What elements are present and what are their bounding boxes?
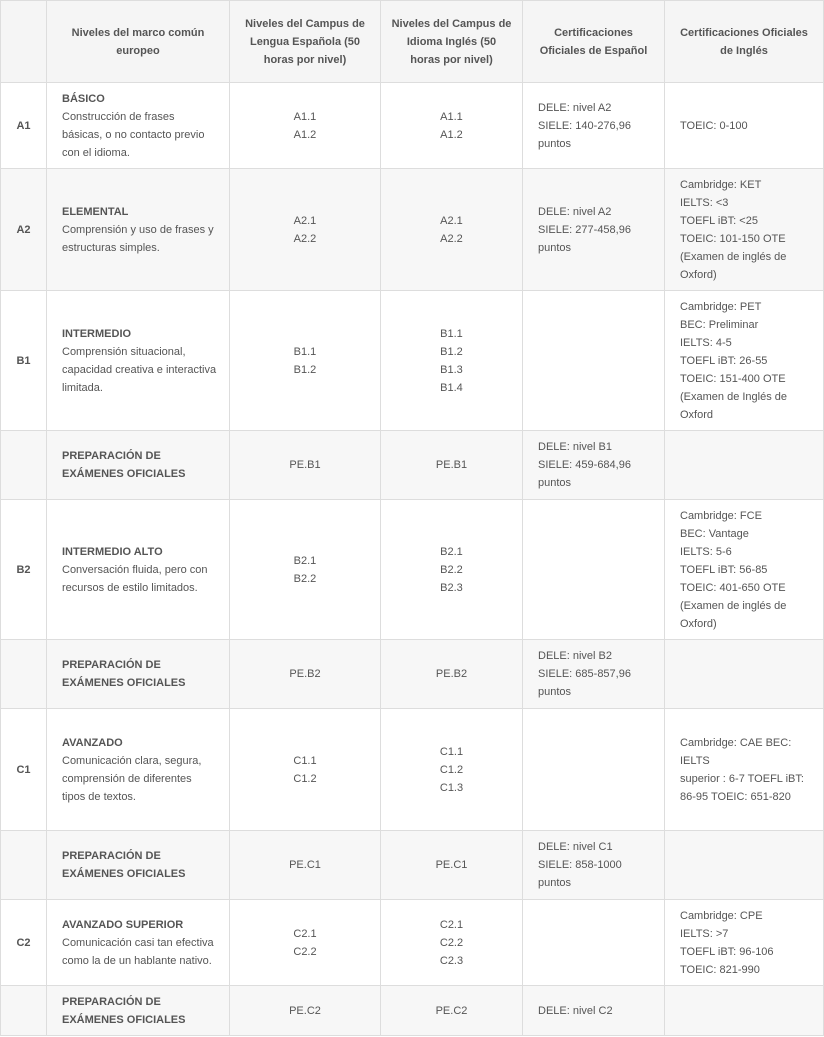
cell-line: B1.1 bbox=[293, 345, 317, 358]
level-description bbox=[47, 900, 230, 986]
header-marco-comun: Niveles del marco común europeo bbox=[47, 1, 230, 83]
cert-ingles bbox=[665, 986, 824, 1036]
cell-line: TOEIC: 821-990 bbox=[680, 963, 760, 976]
level-title: PREPARACIÓN DE EXÁMENES OFICIALES bbox=[62, 995, 186, 1026]
level-code bbox=[1, 431, 47, 500]
level-code bbox=[1, 986, 47, 1036]
cert-ingles bbox=[665, 831, 824, 900]
level-description bbox=[47, 986, 230, 1036]
cell-line: PE.C2 bbox=[435, 1004, 468, 1017]
cert-espanol bbox=[523, 83, 665, 169]
cell-line: TOEFL iBT: 26-55 bbox=[680, 354, 768, 367]
cell-line: PE.C1 bbox=[289, 859, 321, 871]
cell-line: SIELE: 459-684,96 puntos bbox=[538, 459, 631, 489]
cell-line: Cambridge: CAE BEC: IELTS bbox=[680, 736, 792, 767]
cell-line: PE.C1 bbox=[435, 859, 468, 871]
cell-line: DELE: nivel C2 bbox=[538, 1004, 613, 1017]
cell-line: SIELE: 140-276,96 puntos bbox=[538, 119, 631, 150]
cell-line: PE.B1 bbox=[289, 459, 321, 471]
campus-ingles-levels bbox=[381, 83, 523, 169]
level-title: ELEMENTAL bbox=[62, 205, 129, 218]
cell-line: BEC: Vantage bbox=[680, 527, 749, 540]
table-row bbox=[1, 169, 824, 291]
header-row bbox=[1, 1, 824, 83]
level-description bbox=[47, 291, 230, 431]
header-cert-espanol: Certificaciones Oficiales de Español bbox=[523, 1, 665, 83]
level-title: AVANZADO SUPERIOR bbox=[62, 918, 184, 931]
cell-line: C2.2 bbox=[293, 945, 317, 958]
level-title: INTERMEDIO bbox=[62, 327, 132, 340]
cell-line: B1.3 bbox=[440, 363, 463, 376]
cell-line: TOEFL iBT: 96-106 bbox=[680, 945, 774, 958]
cell-line: DELE: nivel B2 bbox=[538, 650, 612, 662]
campus-espanol-levels bbox=[230, 640, 381, 709]
campus-ingles-levels bbox=[381, 831, 523, 900]
campus-ingles-levels bbox=[381, 291, 523, 431]
cert-ingles bbox=[665, 169, 824, 291]
campus-espanol-levels bbox=[230, 500, 381, 640]
cell-line: B2.1 bbox=[293, 554, 317, 567]
campus-espanol-levels bbox=[230, 291, 381, 431]
level-code bbox=[1, 831, 47, 900]
level-title: PREPARACIÓN DE EXÁMENES OFICIALES bbox=[62, 850, 186, 880]
level-title: BÁSICO bbox=[62, 92, 105, 105]
table-row bbox=[1, 500, 824, 640]
cell-line: Cambridge: CPE bbox=[680, 909, 763, 922]
cert-espanol bbox=[523, 500, 665, 640]
table-row bbox=[1, 431, 824, 500]
cell-line: TOEFL iBT: 56-85 bbox=[680, 563, 768, 576]
cell-line: A2.1 bbox=[293, 214, 317, 227]
cell-line: C2.2 bbox=[439, 936, 464, 949]
campus-espanol-levels bbox=[230, 169, 381, 291]
cell-line: B2.1 bbox=[440, 545, 463, 558]
cell-line: PE.B2 bbox=[435, 668, 468, 680]
cell-line: B2.2 bbox=[440, 563, 463, 576]
cell-line: Cambridge: KET bbox=[680, 178, 762, 191]
cert-ingles bbox=[665, 640, 824, 709]
level-code: A1 bbox=[1, 83, 47, 169]
cell-line: C1.3 bbox=[439, 781, 464, 794]
cell-line: PE.B1 bbox=[435, 459, 468, 471]
cert-ingles bbox=[665, 431, 824, 500]
campus-espanol-levels bbox=[230, 431, 381, 500]
cell-line: B1.2 bbox=[440, 345, 463, 358]
cell-line: A1.2 bbox=[440, 128, 463, 141]
table-row bbox=[1, 709, 824, 831]
table-row bbox=[1, 986, 824, 1036]
cell-line: B1.1 bbox=[440, 327, 463, 340]
level-code: A2 bbox=[1, 169, 47, 291]
cell-line: PE.C2 bbox=[289, 1004, 321, 1017]
cell-line: IELTS: <3 bbox=[680, 196, 729, 209]
level-description bbox=[47, 500, 230, 640]
cell-line: IELTS: >7 bbox=[680, 927, 729, 940]
level-text: Comprensión y uso de frases y estructuras simples. bbox=[62, 223, 214, 254]
cell-line: Cambridge: FCE bbox=[680, 509, 762, 522]
cert-ingles bbox=[665, 900, 824, 986]
cell-line: C1.2 bbox=[293, 772, 317, 785]
campus-ingles-levels bbox=[381, 900, 523, 986]
level-code: B1 bbox=[1, 291, 47, 431]
cell-line: B1.2 bbox=[293, 363, 317, 376]
cell-line: DELE: nivel A2 bbox=[538, 205, 612, 218]
table-row bbox=[1, 83, 824, 169]
cell-line: A2.2 bbox=[293, 232, 317, 245]
level-code: C2 bbox=[1, 900, 47, 986]
level-description bbox=[47, 640, 230, 709]
header-level bbox=[1, 1, 47, 83]
cell-line: C1.1 bbox=[293, 754, 317, 767]
cell-line: IELTS: 4-5 bbox=[680, 336, 732, 349]
cell-line: C1.2 bbox=[439, 763, 464, 776]
level-title: AVANZADO bbox=[62, 736, 123, 749]
cert-espanol bbox=[523, 831, 665, 900]
campus-ingles-levels bbox=[381, 709, 523, 831]
cert-espanol bbox=[523, 986, 665, 1036]
cell-line: C1.1 bbox=[439, 745, 464, 758]
cell-line: TOEFL iBT: <25 bbox=[680, 214, 758, 227]
cert-espanol bbox=[523, 640, 665, 709]
cell-line: C2.1 bbox=[439, 918, 464, 931]
campus-ingles-levels bbox=[381, 431, 523, 500]
cell-line: BEC: Preliminar bbox=[680, 318, 759, 331]
table-row bbox=[1, 900, 824, 986]
cell-line: A2.2 bbox=[440, 232, 463, 245]
cert-espanol bbox=[523, 291, 665, 431]
cell-line: A2.1 bbox=[440, 214, 463, 227]
cell-line: B2.3 bbox=[440, 581, 463, 594]
level-text: Comunicación clara, segura, comprensión de diferentes tipos de textos. bbox=[62, 754, 202, 803]
cert-ingles bbox=[665, 500, 824, 640]
cell-line: PE.B2 bbox=[289, 668, 321, 680]
level-text: Comunicación casi tan efectiva como la de un hablante nativo. bbox=[62, 936, 214, 967]
header-campus-ingles: Niveles del Campus de Idioma Inglés (50 horas por nivel) bbox=[381, 1, 523, 83]
table-row bbox=[1, 291, 824, 431]
cert-ingles bbox=[665, 709, 824, 831]
cell-line: DELE: nivel B1 bbox=[538, 441, 612, 453]
level-title: INTERMEDIO ALTO bbox=[62, 545, 163, 558]
level-code bbox=[1, 640, 47, 709]
cell-line: TOEIC: 401-650 OTE (Examen de inglés de Oxford) bbox=[680, 581, 787, 630]
cert-espanol bbox=[523, 169, 665, 291]
level-title: PREPARACIÓN DE EXÁMENES OFICIALES bbox=[62, 450, 186, 480]
cell-line: DELE: nivel A2 bbox=[538, 101, 612, 114]
cell-line: B1.4 bbox=[440, 381, 463, 394]
level-text: Construcción de frases básicas, o no contacto previo con el idioma. bbox=[62, 110, 205, 159]
cell-line: Cambridge: PET bbox=[680, 300, 762, 313]
level-code: B2 bbox=[1, 500, 47, 640]
cert-espanol bbox=[523, 431, 665, 500]
cell-line: TOEIC: 0-100 bbox=[680, 119, 748, 132]
campus-espanol-levels bbox=[230, 900, 381, 986]
campus-espanol-levels bbox=[230, 986, 381, 1036]
cell-line: TOEIC: 101-150 OTE (Examen de inglés de Oxford) bbox=[680, 232, 787, 281]
campus-espanol-levels bbox=[230, 831, 381, 900]
campus-ingles-levels bbox=[381, 986, 523, 1036]
level-text: Comprensión situacional, capacidad creativa e interactiva limitada. bbox=[62, 345, 217, 394]
header-campus-espanol: Niveles del Campus de Lengua Española (50 horas por nivel) bbox=[230, 1, 381, 83]
campus-ingles-levels bbox=[381, 169, 523, 291]
level-description bbox=[47, 169, 230, 291]
cell-line: IELTS: 5-6 bbox=[680, 545, 732, 558]
campus-espanol-levels bbox=[230, 709, 381, 831]
header-cert-ingles: Certificaciones Oficiales de Inglés bbox=[665, 1, 824, 83]
cell-line: DELE: nivel C1 bbox=[538, 841, 613, 853]
cell-line: SIELE: 685-857,96 puntos bbox=[538, 668, 631, 698]
cell-line: TOEIC: 151-400 OTE (Examen de Inglés de Oxford bbox=[680, 372, 788, 421]
cert-ingles bbox=[665, 291, 824, 431]
cell-line: superior : 6-7 TOEFL iBT: 86-95 TOEIC: 651-820 bbox=[680, 772, 804, 803]
cell-line: SIELE: 277-458,96 puntos bbox=[538, 223, 631, 254]
cell-line: SIELE: 858-1000 puntos bbox=[538, 859, 622, 889]
campus-ingles-levels bbox=[381, 640, 523, 709]
campus-espanol-levels bbox=[230, 83, 381, 169]
cert-ingles bbox=[665, 83, 824, 169]
cell-line: C2.3 bbox=[439, 954, 464, 967]
level-description bbox=[47, 709, 230, 831]
level-description bbox=[47, 83, 230, 169]
level-code: C1 bbox=[1, 709, 47, 831]
cert-espanol bbox=[523, 709, 665, 831]
cert-espanol bbox=[523, 900, 665, 986]
level-description bbox=[47, 431, 230, 500]
cell-line: A1.1 bbox=[440, 110, 463, 123]
table-row bbox=[1, 640, 824, 709]
level-description bbox=[47, 831, 230, 900]
table-row bbox=[1, 831, 824, 900]
cell-line: A1.2 bbox=[293, 128, 317, 141]
cell-line: A1.1 bbox=[293, 110, 317, 123]
level-title: PREPARACIÓN DE EXÁMENES OFICIALES bbox=[62, 659, 186, 689]
campus-ingles-levels bbox=[381, 500, 523, 640]
level-text: Conversación fluida, pero con recursos de estilo limitados. bbox=[62, 563, 208, 594]
cell-line: C2.1 bbox=[293, 927, 317, 940]
cell-line: B2.2 bbox=[293, 572, 317, 585]
